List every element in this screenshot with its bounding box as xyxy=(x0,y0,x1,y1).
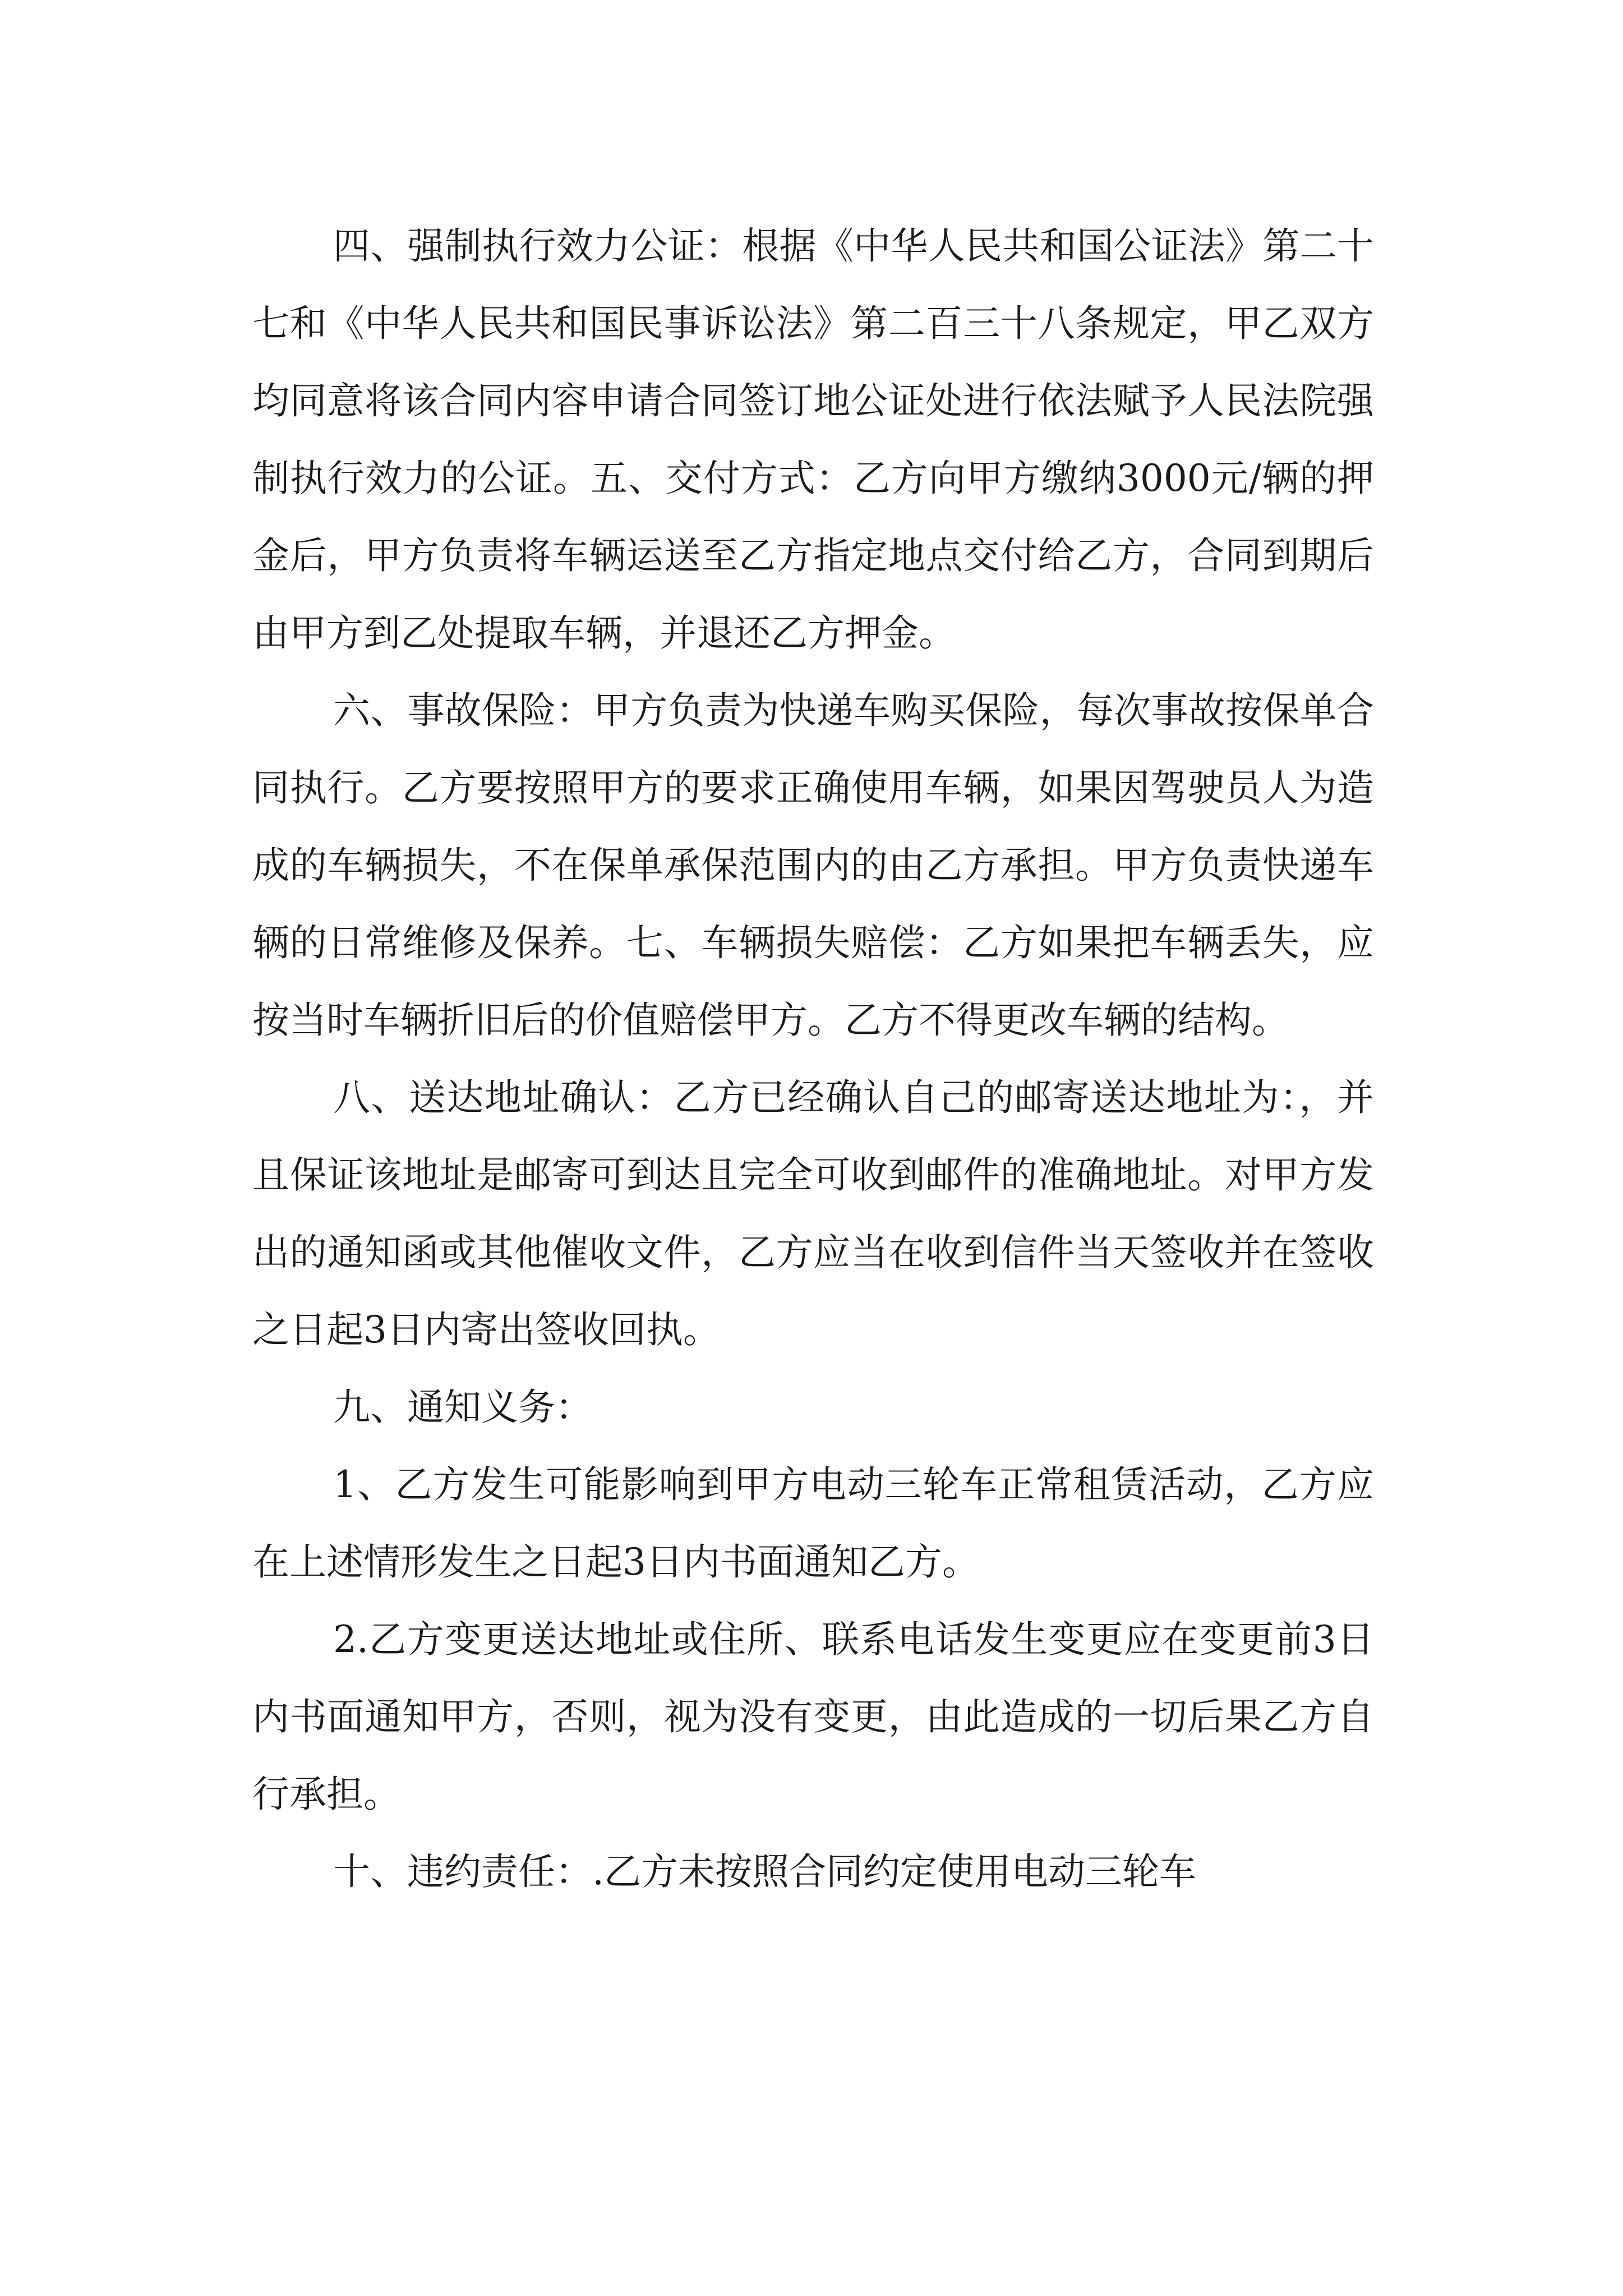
paragraph-accident-insurance: 六、事故保险：甲方负责为快递车购买保险，每次事故按保单合同执行。乙方要按照甲方的要求正确使用车辆，如果因驾驶员人为造成的车辆损失，不在保单承保范围内的由乙方承担。甲方负责快递车辆的日常维修及保养。七、车辆损失赔偿：乙方如果把车辆丢失，应按当时车辆折旧后的价值赔偿甲方。乙方不得更改车辆的结构。 xyxy=(252,689,1374,1042)
paragraph-breach-liability: 十、违约责任：.乙方未按照合同约定使用电动三轮车 xyxy=(333,1850,1196,1893)
paragraph-notification-item-2: 2.乙方变更送达地址或住所、联系电话发生变更应在变更前3日内书面通知甲方，否则，视为没有变更，由此造成的一切后果乙方自行承担。 xyxy=(252,1618,1374,1816)
paragraph-notarization-delivery: 四、强制执行效力公证：根据《中华人民共和国公证法》第二十七和《中华人民共和国民事诉讼法》第二百三十八条规定，甲乙双方均同意将该合同内容申请合同签订地公证处进行依法赋予人民法院强制执行效力的公证。五、交付方式：乙方向甲方缴纳3000元/辆的押金后，甲方负责将车辆运送至乙方指定地点交付给乙方，合同到期后由甲方到乙处提取车辆，并退还乙方押金。 xyxy=(252,224,1374,655)
paragraph-notification-heading: 九、通知义务： xyxy=(333,1386,592,1429)
paragraph-notification-item-1: 1、乙方发生可能影响到甲方电动三轮车正常租赁活动，乙方应在上述情形发生之日起3日内书面通知乙方。 xyxy=(252,1463,1374,1584)
document-body xyxy=(252,208,1374,1911)
paragraph-delivery-address: 八、送达地址确认：乙方已经确认自己的邮寄送达地址为：，并且保证该地址是邮寄可到达且完全可收到邮件的准确地址。对甲方发出的通知函或其他催收文件，乙方应当在收到信件当天签收并在签收之日起3日内寄出签收回执。 xyxy=(252,1076,1374,1351)
